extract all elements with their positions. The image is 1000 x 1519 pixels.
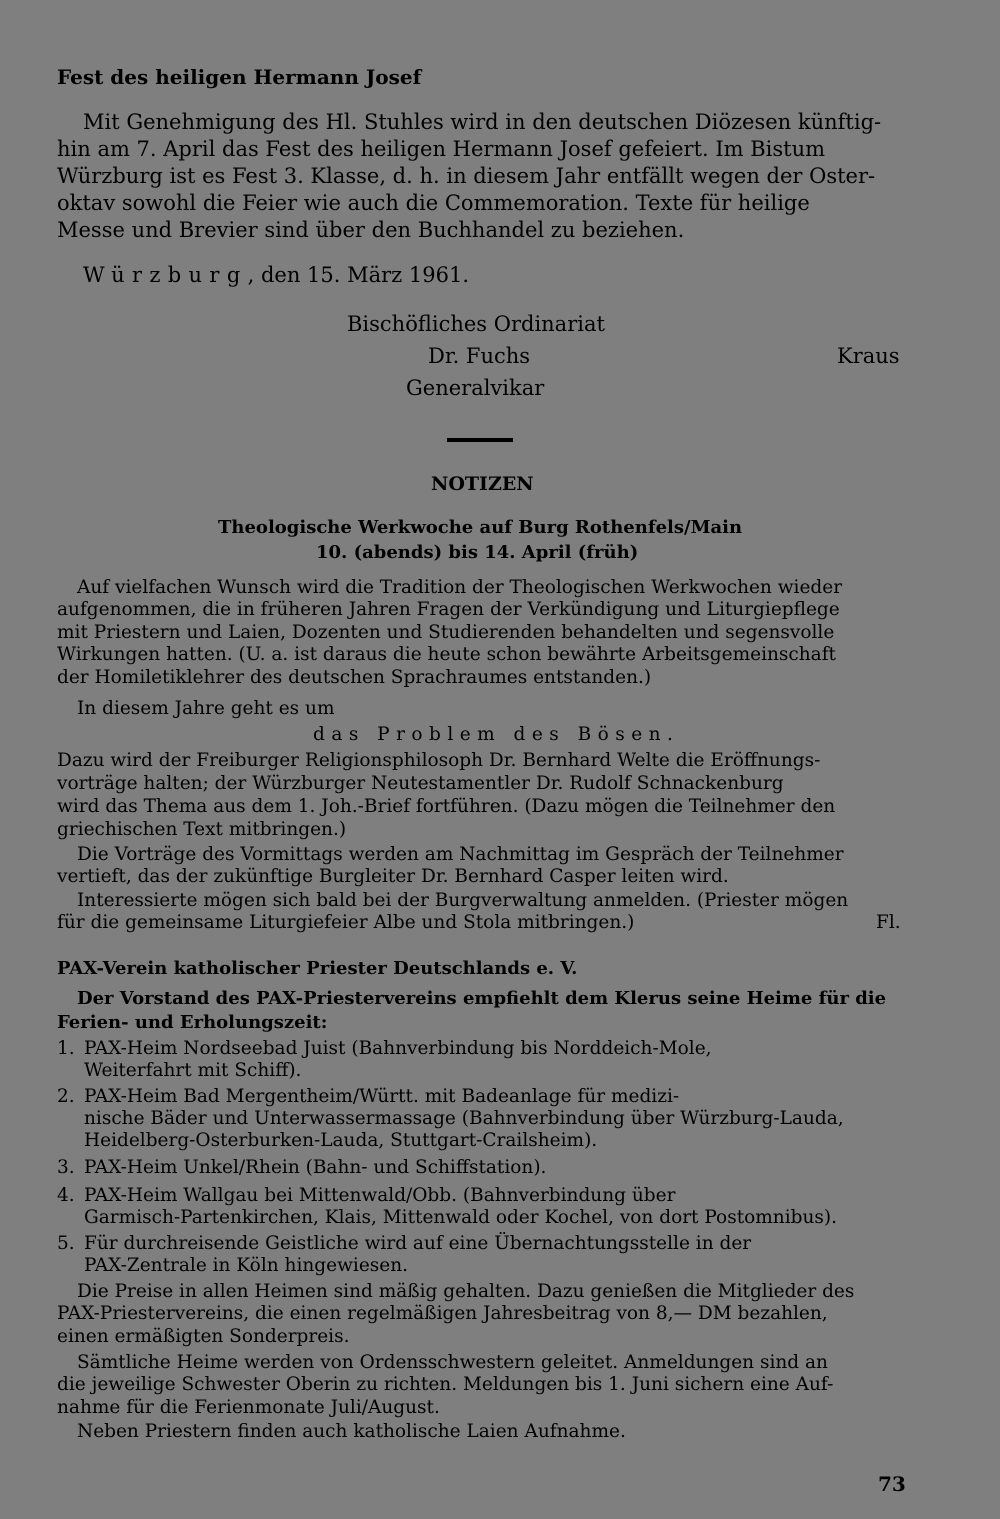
text-line: PAX-Priestervereins, die einen regelmäßigen Jahresbeitrag von 8,— DM bezahlen, (57, 1303, 828, 1324)
signer-name-2: Kraus (837, 344, 900, 368)
notizen-heading: NOTIZEN (431, 473, 534, 495)
list-item-line: PAX-Zentrale in Köln hingewiesen. (84, 1255, 409, 1276)
ordinariat-label: Bischöfliches Ordinariat (347, 312, 605, 336)
text-line: aufgenommen, die in früheren Jahren Fragen der Verkündigung und Liturgiepflege (57, 599, 840, 620)
list-number: 4. (57, 1185, 75, 1206)
list-item-line: Weiterfahrt mit Schiff). (84, 1060, 302, 1081)
event-date: 10. (abends) bis 14. April (früh) (316, 542, 639, 563)
text-line: nahme für die Ferienmonate Juli/August. (57, 1397, 440, 1418)
date-text: , den 15. März 1961. (247, 263, 470, 287)
list-item-line: PAX-Heim Unkel/Rhein (Bahn- und Schiffstation). (84, 1157, 547, 1178)
text-line: Interessierte mögen sich bald bei der Burgverwaltung anmelden. (Priester mögen (77, 890, 849, 911)
pax-heading: PAX-Verein katholischer Priester Deutschlands e. V. (57, 958, 578, 979)
text-line: Mit Genehmigung des Hl. Stuhles wird in den deutschen Diözesen künftig- (83, 110, 882, 134)
intro-line: In diesem Jahre geht es um (77, 698, 335, 719)
signer-title: Generalvikar (406, 376, 545, 400)
text-line: oktav sowohl die Feier wie auch die Commemoration. Texte für heilige (57, 191, 810, 215)
author-initials: Fl. (876, 912, 901, 933)
text-line: vorträge halten; der Würzburger Neutestamentler Dr. Rudolf Schnackenburg (57, 773, 784, 794)
list-item-line: Garmisch-Partenkirchen, Klais, Mittenwald oder Kochel, von dort Postomnibus). (84, 1207, 837, 1228)
list-number: 1. (57, 1038, 75, 1059)
section-divider (447, 438, 513, 442)
list-item-line: PAX-Heim Wallgau bei Mittenwald/Obb. (Bahnverbindung über (84, 1185, 676, 1206)
date-line (83, 263, 469, 287)
text-line: Auf vielfachen Wunsch wird die Tradition der Theologischen Werkwochen wieder (77, 577, 843, 598)
list-number: 3. (57, 1157, 75, 1178)
text-line: Sämtliche Heime werden von Ordensschwestern geleitet. Anmeldungen sind an (77, 1352, 828, 1373)
list-number: 5. (57, 1233, 75, 1254)
page-number: 73 (878, 1472, 906, 1496)
text-line: Die Preise in allen Heimen sind mäßig gehalten. Dazu genießen die Mitglieder des (77, 1281, 855, 1302)
list-item-line: PAX-Heim Nordseebad Juist (Bahnverbindung bis Norddeich-Mole, (84, 1038, 712, 1059)
text-line: vertieft, das der zukünftige Burgleiter Dr. Bernhard Casper leiten wird. (57, 866, 729, 887)
text-line: Ferien- und Erholungszeit: (57, 1012, 328, 1033)
text-line: Der Vorstand des PAX-Priestervereins empfiehlt dem Klerus seine Heime für die (77, 988, 887, 1009)
list-item-line: PAX-Heim Bad Mergentheim/Württ. mit Badeanlage für medizi- (84, 1086, 680, 1107)
text-line: hin am 7. April das Fest des heiligen Hermann Josef gefeiert. Im Bistum (57, 137, 826, 161)
place-name: Würzburg (83, 263, 248, 287)
list-item-line: Heidelberg-Osterburken-Lauda, Stuttgart-Crailsheim). (84, 1130, 598, 1151)
text-line: für die gemeinsame Liturgiefeier Albe und Stola mitbringen.) (57, 912, 635, 933)
text-line: der Homiletiklehrer des deutschen Sprachraumes entstanden.) (57, 667, 652, 688)
text-line: die jeweilige Schwester Oberin zu richten. Meldungen bis 1. Juni sichern eine Auf- (57, 1374, 834, 1395)
list-item-line: nische Bäder und Unterwassermassage (Bahnverbindung über Würzburg-Lauda, (84, 1108, 844, 1129)
text-line: Dazu wird der Freiburger Religionsphilosoph Dr. Bernhard Welte die Eröffnungs- (57, 750, 821, 771)
text-line: wird das Thema aus dem 1. Joh.-Brief fortführen. (Dazu mögen die Teilnehmer den (57, 796, 836, 817)
text-line: Neben Priestern finden auch katholische Laien Aufnahme. (77, 1421, 626, 1442)
text-line: Messe und Brevier sind über den Buchhandel zu beziehen. (57, 218, 685, 242)
list-item-line: Für durchreisende Geistliche wird auf eine Übernachtungsstelle in der (84, 1233, 752, 1254)
text-line: mit Priestern und Laien, Dozenten und Studierenden behandelten und segensvolle (57, 622, 835, 643)
text-line: griechischen Text mitbringen.) (57, 819, 347, 840)
event-title: Theologische Werkwoche auf Burg Rothenfels/Main (218, 517, 743, 538)
topic-line: das Problem des Bösen. (313, 724, 680, 745)
list-number: 2. (57, 1086, 75, 1107)
text-line: Würzburg ist es Fest 3. Klasse, d. h. in diesem Jahr entfällt wegen der Oster- (57, 164, 876, 188)
text-line: Die Vorträge des Vormittags werden am Nachmittag im Gespräch der Teilnehmer (77, 844, 844, 865)
signer-name: Dr. Fuchs (428, 344, 531, 368)
text-line: Wirkungen hatten. (U. a. ist daraus die heute schon bewährte Arbeitsgemeinschaft (57, 644, 836, 665)
section-heading: Fest des heiligen Hermann Josef (57, 65, 422, 89)
text-line: einen ermäßigten Sonderpreis. (57, 1326, 350, 1347)
